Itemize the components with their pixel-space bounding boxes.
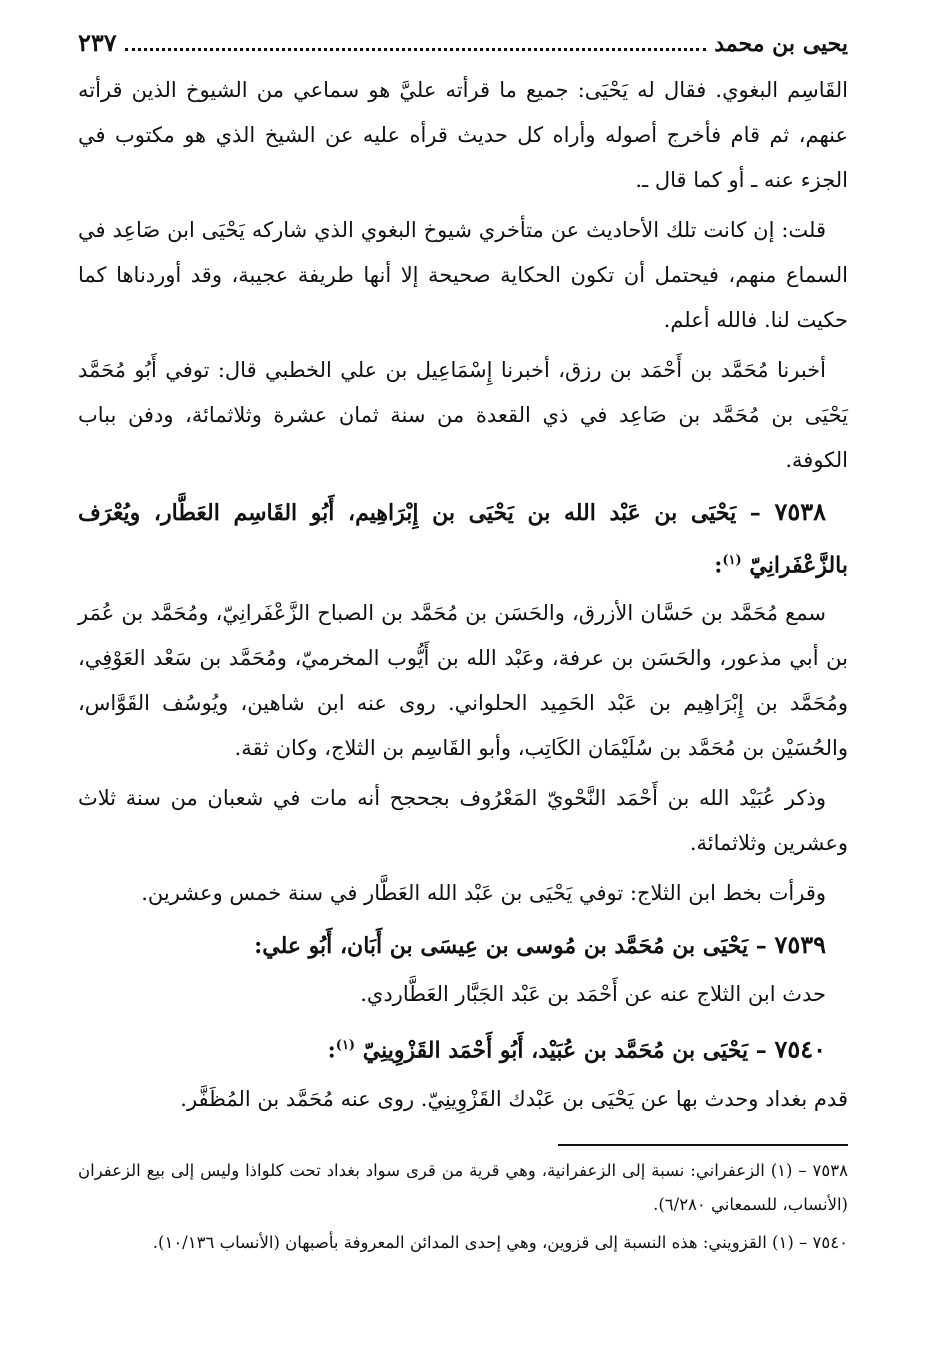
paragraph-1: القَاسِم البغوي. فقال له يَحْيَى: جميع ما قرأته عليَّ هو سماعي من الشيوخ الذين قرأته عنهم، ثم قام فأخرج أصوله وأراه كل حديث قرأه عليه عن الشيخ الذي هو مكتوب في الجزء عنه ـ أو كما قال ـ.: [78, 78, 848, 192]
paragraph-7: حدث ابن الثلاج عنه عن أَحْمَد بن عَبْد الجَبَّار العَطَّاردي.: [360, 982, 826, 1007]
entry-7540-footnote-ref: (١): [335, 1038, 356, 1054]
paragraph-3: أخبرنا مُحَمَّد بن أَحْمَد بن رزق، أخبرنا إِسْمَاعِيل بن علي الخطبي قال: توفي أَبُو مُحَمَّد يَحْيَى بن مُحَمَّد بن صَاعِد في ذي القعدة من سنة ثمان عشرة وثلاثمائة، ودفن بباب الكوفة.: [78, 358, 848, 472]
entry-7540-heading: ٧٥٤٠ – يَحْيَى بن مُحَمَّد بن عُبَيْد، أَبُو أَحْمَد القَزْوِينِيّ $^{(١)}$:: [327, 1034, 826, 1064]
entry-7538-number: ٧٥٣٨: [774, 497, 826, 526]
paragraph-4: سمع مُحَمَّد بن حَسَّان الأزرق، والحَسَن بن مُحَمَّد بن الصباح الزَّعْفَرانِيّ، ومُحَمَّد بن عُمَر بن أبي مذعور، والحَسَن بن عرفة، وعَبْد الله بن أَيُّوب المخرميّ، ومُحَمَّد بن سَعْد العَوْفِي، ومُحَمَّد بن إِبْرَاهِيم بن عَبْد الحَمِيد الحلواني. روى عنه ابن شاهين، ويُوسُف القَوَّاس، والحُسَيْن بن مُحَمَّد بن سُلَيْمَان الكَاتِب، وأبو القَاسِم بن الثلاج، وكان ثقة.: [78, 601, 848, 761]
entry-7538-footnote-ref: (١): [722, 553, 742, 568]
page-number: ٢٣٧: [78, 28, 117, 57]
paragraph-2: قلت: إن كانت تلك الأحاديث عن متأخري شيوخ البغوي الذي شاركه يَحْيَى ابن صَاعِد في السماع منهم، فيحتمل أن تكون الحكاية صحيحة إلا أنها طريفة عجيبة، وقد أوردناها كما حكيت لنا. فالله أعلم.: [78, 218, 848, 332]
entry-7538-title: – يَحْيَى بن عَبْد الله بن يَحْيَى بن إِبْرَاهِيم، أَبُو القَاسِم العَطَّار، ويُعْرَف بالزَّعْفَرانِيّ: [78, 500, 848, 579]
entry-7540-title: – يَحْيَى بن مُحَمَّد بن عُبَيْد، أَبُو أَحْمَد القَزْوِينِيّ: [362, 1037, 767, 1064]
page: [78, 28, 848, 1348]
entry-7538-heading: ٧٥٣٨ – يَحْيَى بن عَبْد الله بن يَحْيَى بن إِبْرَاهِيم، أَبُو القَاسِم العَطَّار، ويُعْرَف بالزَّعْفَرانِيّ $^{(١)}$:: [78, 497, 848, 579]
entry-7540-number: ٧٥٤٠: [774, 1034, 826, 1064]
running-title: يحيى بن محمد: [714, 31, 848, 57]
paragraph-6: وقرأت بخط ابن الثلاج: توفي يَحْيَى بن عَبْد الله العَطَّار في سنة خمس وعشرين.: [141, 881, 826, 906]
footnote-7540: ٧٥٤٠ – (١) القزويني: هذه النسبة إلى قزوين، وهي إحدى المدائن المعروفة بأصبهان (الأنساب ١٠/١٣٦).: [152, 1232, 848, 1252]
entry-7539-heading: [78, 921, 848, 970]
entry-7539-number: ٧٥٣٩: [774, 930, 826, 960]
footnote-7538: ٧٥٣٨ – (١) الزعفراني: نسبة إلى الزعفرانية، وهي قرية من قرى سواد بغداد تحت كلواذا وليس إلى بيع الزعفران (الأنساب، للسمعاني ٦/٢٨٠).: [78, 1160, 848, 1214]
paragraph-8: قدم بغداد وحدث بها عن يَحْيَى بن عَبْدك القَزْوِينِيّ. روى عنه مُحَمَّد بن المُظَفَّر.: [180, 1086, 848, 1111]
entry-7539-title: – يَحْيَى بن مُحَمَّد بن مُوسى بن عِيسَى بن أَبَان، أَبُو علي:: [254, 933, 767, 960]
leader-dots: [125, 36, 707, 51]
running-head: [78, 28, 848, 68]
paragraph-5: وذكر عُبَيْد الله بن أَحْمَد النَّحْويّ المَعْرُوف بجحجح أنه مات في شعبان من سنة ثلاث وعشرين وثلاثمائة.: [78, 786, 848, 856]
footnote-separator: [558, 1144, 848, 1146]
